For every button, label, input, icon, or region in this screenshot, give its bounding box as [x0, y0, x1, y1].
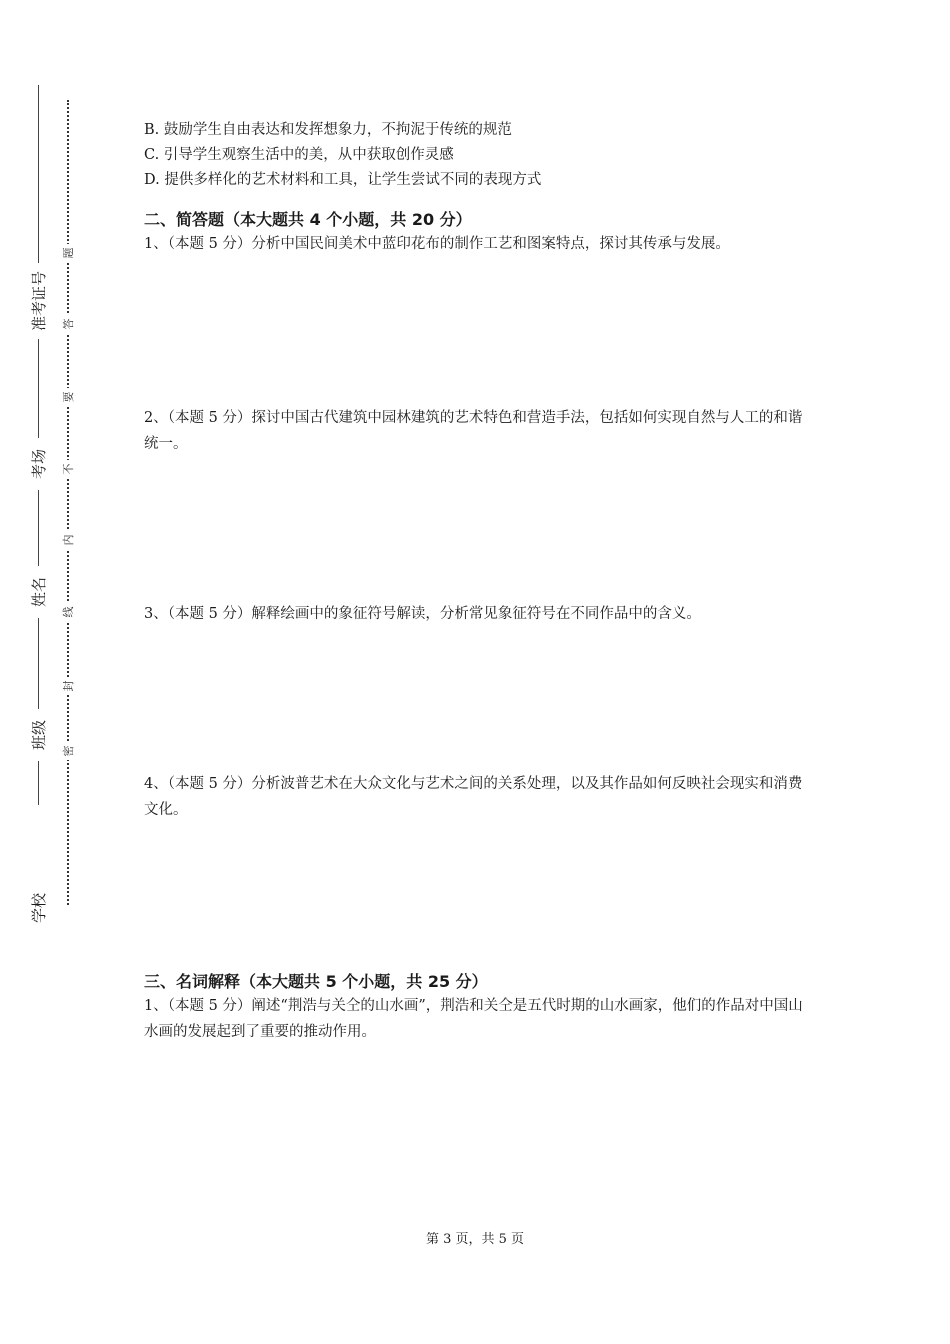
- section-title-short-answer: 二、简答题（本大题共 4 个小题，共 20 分）: [144, 210, 472, 229]
- field-label-class: 班级: [31, 709, 47, 761]
- page-number: 第 3 页，共 5 页: [425, 1232, 525, 1247]
- field-label-exam-room: 考场: [31, 438, 47, 490]
- binding-dotted-line: [67, 100, 69, 905]
- field-label-name: 姓名: [31, 566, 47, 618]
- warning-char: 内: [63, 531, 75, 549]
- field-label-school: 学校: [31, 882, 47, 934]
- warning-char: 线: [63, 603, 75, 621]
- field-label-exam-number: 准考证号: [31, 263, 47, 339]
- section-title-term-explanation: 三、名词解释（本大题共 5 个小题，共 25 分）: [144, 972, 488, 991]
- question-2-3: 3、（本题 5 分）解释绘画中的象征符号解读，分析常见象征符号在不同作品中的含义。: [144, 606, 701, 622]
- warning-char: 答: [63, 315, 75, 333]
- question-2-4: 4、（本题 5 分）分析波普艺术在大众文化与艺术之间的关系处理，以及其作品如何反映社会现实和消费文化。: [144, 776, 803, 818]
- warning-char: 要: [63, 388, 75, 406]
- warning-char: 密: [63, 742, 75, 760]
- option-b: B. 鼓励学生自由表达和发挥想象力，不拘泥于传统的规范: [144, 122, 512, 138]
- option-c: C. 引导学生观察生活中的美，从中获取创作灵感: [144, 147, 454, 163]
- option-d: D. 提供多样化的艺术材料和工具，让学生尝试不同的表现方式: [144, 172, 542, 188]
- question-2-2: 2、（本题 5 分）探讨中国古代建筑中园林建筑的艺术特色和营造手法，包括如何实现自然与人工的和谐统一。: [144, 410, 803, 452]
- warning-char: 封: [63, 677, 75, 695]
- warning-char: 题: [63, 244, 75, 262]
- question-3-1: 1、（本题 5 分）阐述“荆浩与关仝的山水画”，荆浩和关仝是五代时期的山水画家，他们的作品对中国山水画的发展起到了重要的推动作用。: [144, 998, 803, 1040]
- question-2-1: 1、（本题 5 分）分析中国民间美术中蓝印花布的制作工艺和图案特点，探讨其传承与发展。: [144, 236, 730, 252]
- warning-char: 不: [63, 460, 75, 478]
- question-content: [144, 118, 814, 1045]
